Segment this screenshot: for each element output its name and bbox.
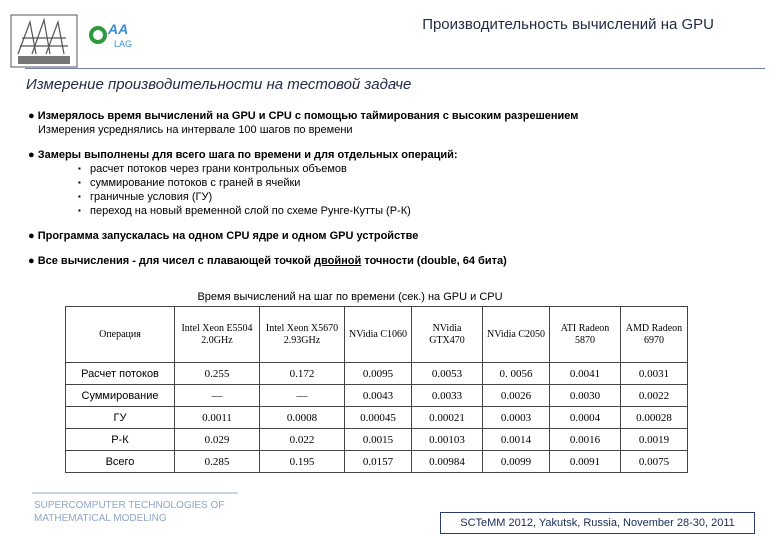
bullet-4-underlined: двойной [314,255,362,267]
bottom-logo-line-1: SUPERCOMPUTER TECHNOLOGIES OF [34,500,225,511]
bullet-4-pre: ● Все вычисления - для чисел с плавающей точкой [28,255,315,267]
row-label: Суммирование [66,385,175,407]
sublist-item: ▪ суммирование потоков с граней в ячейки [78,176,411,190]
table-row [66,429,688,451]
bullet-4-text [28,254,507,268]
table-cell: 0.255 [175,363,260,385]
bullet-4 [28,254,507,268]
bullet-1-line-1: ● Измерялось время вычислений на GPU и CPU с помощью таймирования с высоким разрешением [28,110,579,122]
table-cell: 0.029 [175,429,260,451]
table-row [66,407,688,429]
table-cell: 0.0033 [412,385,483,407]
aa-logo [88,17,144,53]
row-label: ГУ [66,407,175,429]
table-cell: 0.0053 [412,363,483,385]
col-header: ATI Radeon 5870 [550,307,621,363]
aa-logo-text: AA [108,21,129,37]
bottom-logo-line-2: MATHEMATICAL MODELING [34,513,167,524]
col-header: AMD Radeon 6970 [621,307,688,363]
table-cell: 0.0095 [345,363,412,385]
bullet-1-line-2: Измерения усреднялись на интервале 100 шагов по времени [38,124,353,136]
bullet-2 [28,148,458,162]
footer-conference: SCTeMM 2012, Yakutsk, Russia, November 28-30, 2011 [440,512,755,534]
bullet-2-sublist [78,162,411,218]
row-label: Р-К [66,429,175,451]
page-title: Производительность вычислений на GPU [422,16,714,33]
table-cell: 0.0011 [175,407,260,429]
table-cell: 0. 0056 [483,363,550,385]
col-header: Операция [66,307,175,363]
table-cell: 0.195 [260,451,345,473]
table-cell: 0.0099 [483,451,550,473]
table-cell: 0.0041 [550,363,621,385]
table-cell: 0.0014 [483,429,550,451]
table-cell: 0.285 [175,451,260,473]
row-label: Расчет потоков [66,363,175,385]
table-cell: 0.0157 [345,451,412,473]
table-caption: Время вычислений на шаг по времени (сек.) на GPU и CPU [197,291,503,303]
bullet-1 [28,109,578,137]
table-cell: 0.0004 [550,407,621,429]
col-header: Intel Xeon E5504 2.0GHz [175,307,260,363]
col-header: Intel Xeon X5670 2.93GHz [260,307,345,363]
table-cell: — [260,385,345,407]
sublist-item: ▪ переход на новый временной слой по схеме Рунге-Кутты (Р-К) [78,204,411,218]
sublist-item: ▪ граничные условия (ГУ) [78,190,411,204]
table-cell: 0.0022 [621,385,688,407]
table-cell: 0.00103 [412,429,483,451]
section-subtitle: Измерение производительности на тестовой задаче [26,76,412,93]
table-cell: 0.0016 [550,429,621,451]
table-cell: 0.0008 [260,407,345,429]
supercomputer-logo [30,488,240,528]
col-header: NVidia C2050 [483,307,550,363]
table-row [66,385,688,407]
table-cell: 0.0043 [345,385,412,407]
sublist-item: ▪ расчет потоков через грани контрольных объемов [78,162,411,176]
table-cell: — [175,385,260,407]
table-cell: 0.0003 [483,407,550,429]
col-header: NVidia GTX470 [412,307,483,363]
bullet-4-post: точности (double, 64 бита) [361,255,507,267]
bullet-3-text: ● Программа запускалась на одном CPU ядре и одном GPU устройстве [28,230,419,242]
col-header: NVidia C1060 [345,307,412,363]
table-cell: 0.0026 [483,385,550,407]
table-cell: 0.00021 [412,407,483,429]
table-row [66,451,688,473]
table-cell: 0.0031 [621,363,688,385]
table-cell: 0.0019 [621,429,688,451]
table-cell: 0.00984 [412,451,483,473]
aa-logo-subtext: LAG [114,39,133,49]
table-cell: 0.0091 [550,451,621,473]
institute-logo [10,14,78,68]
timing-table [65,306,688,473]
table-cell: 0.00045 [345,407,412,429]
table-cell: 0.0075 [621,451,688,473]
header-divider [25,68,765,69]
table-cell: 0.0015 [345,429,412,451]
bullet-3 [28,229,418,243]
table-cell: 0.022 [260,429,345,451]
bullet-2-head: ● Замеры выполнены для всего шага по времени и для отдельных операций: [28,149,458,161]
table-cell: 0.172 [260,363,345,385]
table-cell: 0.00028 [621,407,688,429]
table-header-row [66,307,688,363]
table-cell: 0.0030 [550,385,621,407]
table-row [66,363,688,385]
row-label: Всего [66,451,175,473]
